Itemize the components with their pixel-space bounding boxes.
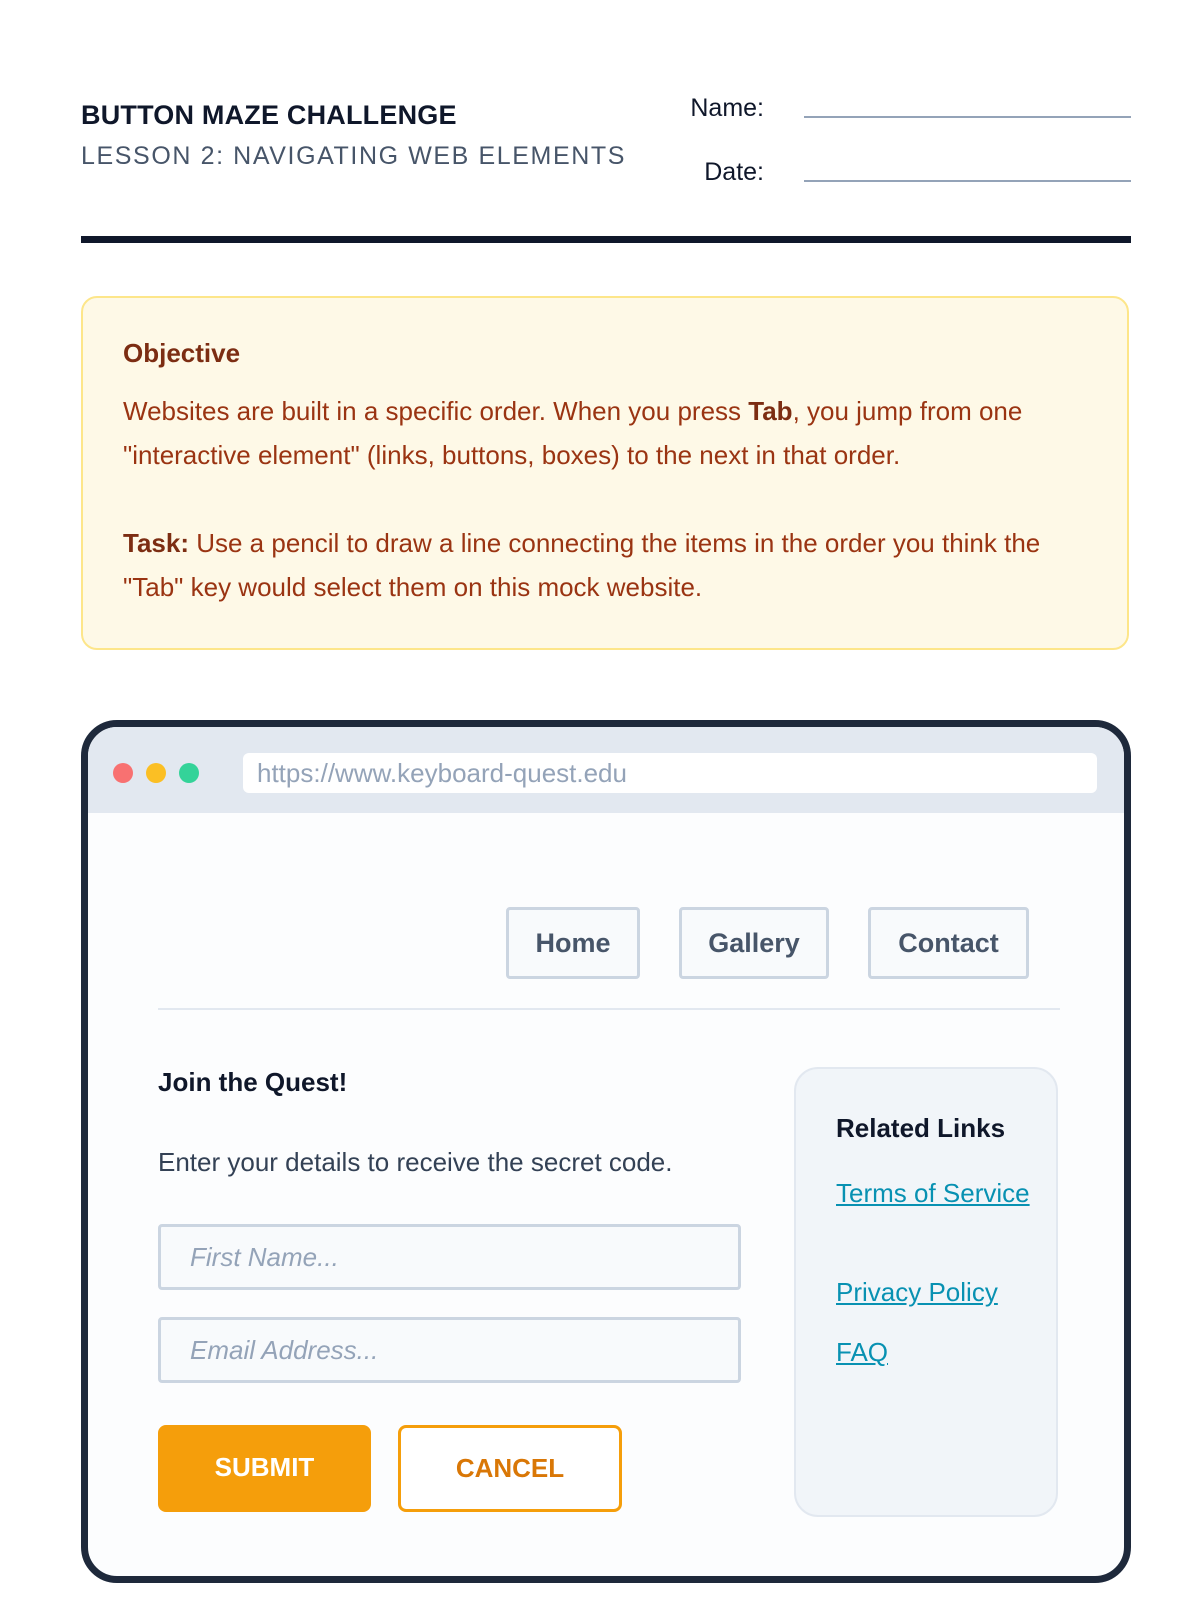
worksheet-header (81, 86, 1131, 244)
nav-gallery-button[interactable]: Gallery (679, 907, 829, 979)
worksheet-subtitle: LESSON 2: NAVIGATING WEB ELEMENTS (81, 142, 627, 170)
faq-link[interactable]: FAQ (836, 1337, 889, 1367)
objective-heading: Objective (123, 338, 241, 368)
name-label: Name: (690, 94, 764, 122)
minimize-window-dot-icon[interactable] (146, 763, 166, 783)
task-instructions: Use a pencil to draw a line connecting the items in the order you think the "Tab" key would select them on this mock website. (123, 528, 1041, 602)
objective-box (81, 296, 1129, 650)
task-label: Task: (123, 528, 189, 558)
nav-contact-button[interactable]: Contact (868, 907, 1029, 979)
nav-divider (158, 1008, 1060, 1010)
worksheet-title: BUTTON MAZE CHALLENGE (81, 100, 457, 130)
objective-text (123, 389, 1087, 477)
objective-text-part: , you jump from one "interactive element" (links, buttons, boxes) to the next in that order. (123, 396, 1023, 470)
date-line[interactable] (804, 180, 1131, 182)
form-title: Join the Quest! (158, 1067, 348, 1097)
sidebar-title: Related Links (836, 1113, 1006, 1143)
form-description: Enter your details to receive the secret code. (158, 1147, 673, 1177)
close-window-dot-icon[interactable] (113, 763, 133, 783)
submit-button[interactable]: SUBMIT (158, 1425, 371, 1512)
first-name-input[interactable]: First Name... (158, 1224, 741, 1290)
terms-of-service-link[interactable]: Terms of Service (836, 1178, 1030, 1208)
header-divider (81, 236, 1131, 243)
email-input[interactable]: Email Address... (158, 1317, 741, 1383)
task-text (123, 521, 1087, 609)
maximize-window-dot-icon[interactable] (179, 763, 199, 783)
nav-home-button[interactable]: Home (506, 907, 640, 979)
mock-browser-window (81, 720, 1131, 1583)
related-links-sidebar (794, 1067, 1058, 1517)
privacy-policy-link[interactable]: Privacy Policy (836, 1277, 998, 1307)
address-bar[interactable]: https://www.keyboard-quest.edu (243, 753, 1097, 793)
date-label: Date: (704, 158, 764, 186)
browser-toolbar (88, 727, 1124, 813)
objective-text-part: Websites are built in a specific order. When you press (123, 396, 749, 426)
name-line[interactable] (804, 116, 1131, 118)
tab-key-text: Tab (748, 396, 793, 426)
cancel-button[interactable]: CANCEL (398, 1425, 622, 1512)
